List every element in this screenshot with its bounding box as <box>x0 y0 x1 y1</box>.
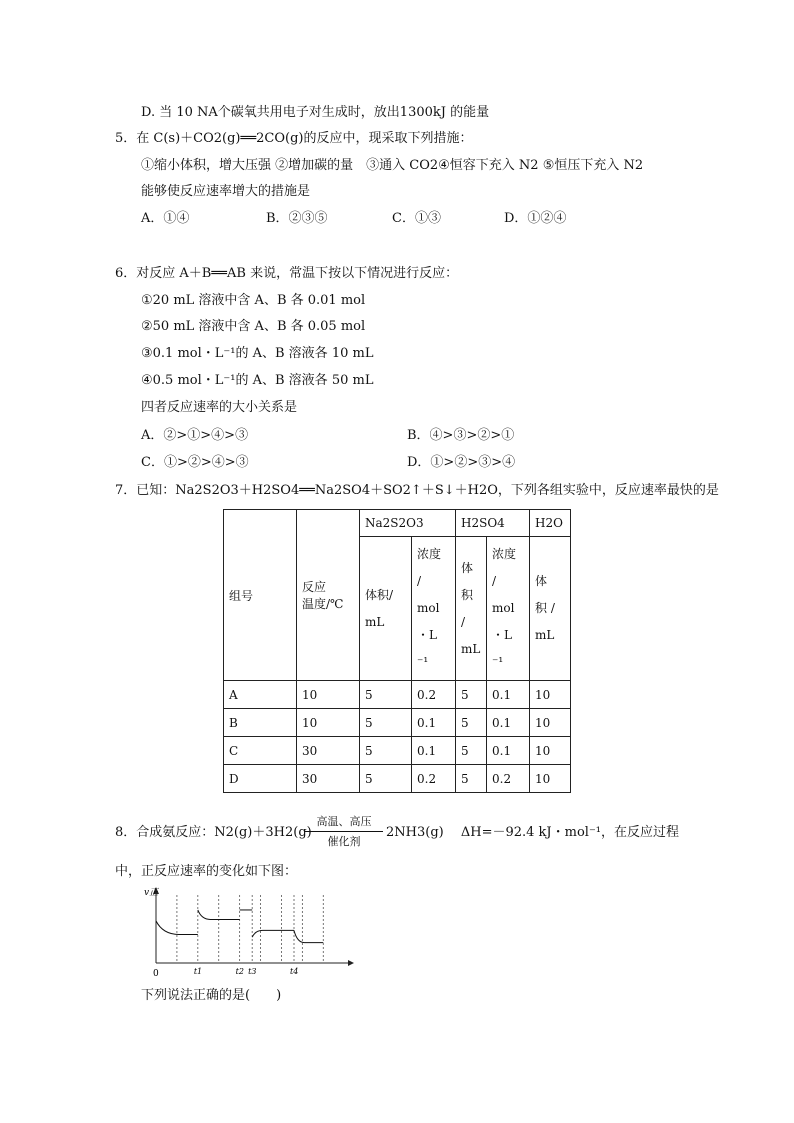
cell: 0.2 <box>487 765 530 793</box>
q6-option-d[interactable]: D．①>②>③>④ <box>407 455 516 470</box>
cell: 10 <box>297 681 360 709</box>
q6-case-3: ③0.1 mol・L⁻¹的 A、B 溶液各 10 mL <box>141 346 374 361</box>
table-row[interactable] <box>224 709 571 737</box>
cell: 0.1 <box>487 709 530 737</box>
q6-case-2: ②50 mL 溶液中含 A、B 各 0.05 mol <box>141 319 366 334</box>
table-row[interactable] <box>224 681 571 709</box>
q8-reaction-arrow <box>305 831 383 832</box>
cell: 10 <box>530 765 571 793</box>
table-row[interactable] <box>224 737 571 765</box>
cell: 10 <box>530 681 571 709</box>
q8-stem-c: 中，正反应速率的变化如下图： <box>115 864 298 879</box>
cell: 5 <box>456 737 487 765</box>
cell: 5 <box>360 737 412 765</box>
cell: 10 <box>530 737 571 765</box>
q6-option-c[interactable]: C．①>②>④>③ <box>141 455 249 470</box>
cell: B <box>224 709 297 737</box>
header-vol3: 体 积 / mL <box>530 537 571 681</box>
cell: 5 <box>360 709 412 737</box>
cell: 5 <box>456 765 487 793</box>
cell: 0.1 <box>487 681 530 709</box>
q8-stem-a: 8．合成氨反应：N2(g)＋3H2(g) <box>115 825 312 840</box>
q5-option-d[interactable]: D．①②④ <box>504 211 567 226</box>
cell: 5 <box>456 709 487 737</box>
cell: D <box>224 765 297 793</box>
q5-ask: 能够使反应速率增大的措施是 <box>141 184 311 199</box>
q8-condition-top: 高温、高压 <box>316 815 372 828</box>
q8-stem-b: 2NH3(g) ΔH=－92.4 kJ・mol⁻¹，在反应过程 <box>386 825 680 840</box>
rate-segment-5 <box>294 930 323 942</box>
rate-segment-4 <box>252 930 294 937</box>
experiment-table <box>223 509 571 793</box>
q5-option-a[interactable]: A．①④ <box>141 211 190 226</box>
q6-option-b[interactable]: B．④>③>②>① <box>407 428 515 443</box>
header-group: 组号 <box>224 510 297 681</box>
cell: 10 <box>530 709 571 737</box>
rate-chart <box>140 885 355 977</box>
header-vol1: 体积/ mL <box>360 537 412 681</box>
cell: 0.1 <box>487 737 530 765</box>
header-temp: 反应 温度/℃ <box>297 510 360 681</box>
q5-option-b[interactable]: B．②③⑤ <box>266 211 328 226</box>
cell: 0.1 <box>412 709 456 737</box>
q6-case-4: ④0.5 mol・L⁻¹的 A、B 溶液各 50 mL <box>141 373 374 388</box>
x-tick-label: t1 <box>193 967 203 976</box>
cell: 0.2 <box>412 765 456 793</box>
chart-axes <box>153 887 354 966</box>
cell: 0.2 <box>412 681 456 709</box>
cell: A <box>224 681 297 709</box>
header-h2o: H2O <box>530 510 571 537</box>
cell: 5 <box>456 681 487 709</box>
header-conc1: 浓度 / mol ・L ⁻¹ <box>412 537 456 681</box>
q8-condition-bottom: 催化剂 <box>327 835 361 848</box>
table-row[interactable] <box>224 765 571 793</box>
q6-case-1: ①20 mL 溶液中含 A、B 各 0.01 mol <box>141 293 366 308</box>
x-tick-label: t2 <box>235 967 244 976</box>
cell: 30 <box>297 737 360 765</box>
header-vol2: 体 积 / mL <box>456 537 487 681</box>
q5-measures: ①缩小体积，增大压强 ②增加碳的量 ③通入 CO2④恒容下充入 N2 ⑤恒压下充入 N2 <box>141 158 644 173</box>
header-h2so4: H2SO4 <box>456 510 530 537</box>
q5-stem: 5．在 C(s)＋CO2(g)══2CO(g)的反应中，现采取下列措施： <box>115 131 473 146</box>
header-na2s2o3: Na2S2O3 <box>360 510 456 537</box>
q4-option-d: D. 当 10 NA个碳氧共用电子对生成时，放出1300kJ 的能量 <box>141 105 490 120</box>
cell: 5 <box>360 681 412 709</box>
q5-option-c[interactable]: C．①③ <box>392 211 441 226</box>
cell: 0.1 <box>412 737 456 765</box>
q8-ask: 下列说法正确的是( ) <box>141 988 282 1003</box>
x-axis-arrow <box>348 960 354 966</box>
x-tick-label: t3 <box>248 967 257 976</box>
cell: 10 <box>297 709 360 737</box>
q6-option-a[interactable]: A．②>①>④>③ <box>141 428 249 443</box>
q7-stem: 7．已知：Na2S2O3＋H2SO4══Na2SO4＋SO2↑＋S↓＋H2O，下列各组实验中，反应速率最快的是 <box>115 483 719 498</box>
cell: 5 <box>360 765 412 793</box>
q6-ask: 四者反应速率的大小关系是 <box>141 400 298 415</box>
y-axis-label: v正 <box>144 888 159 898</box>
cell: C <box>224 737 297 765</box>
q6-stem: 6．对反应 A＋B══AB 来说，常温下按以下情况进行反应： <box>115 266 459 281</box>
header-conc2: 浓度 / mol ・L ⁻¹ <box>487 537 530 681</box>
origin-label: 0 <box>153 969 159 977</box>
x-tick-label: t4 <box>290 967 299 976</box>
cell: 30 <box>297 765 360 793</box>
